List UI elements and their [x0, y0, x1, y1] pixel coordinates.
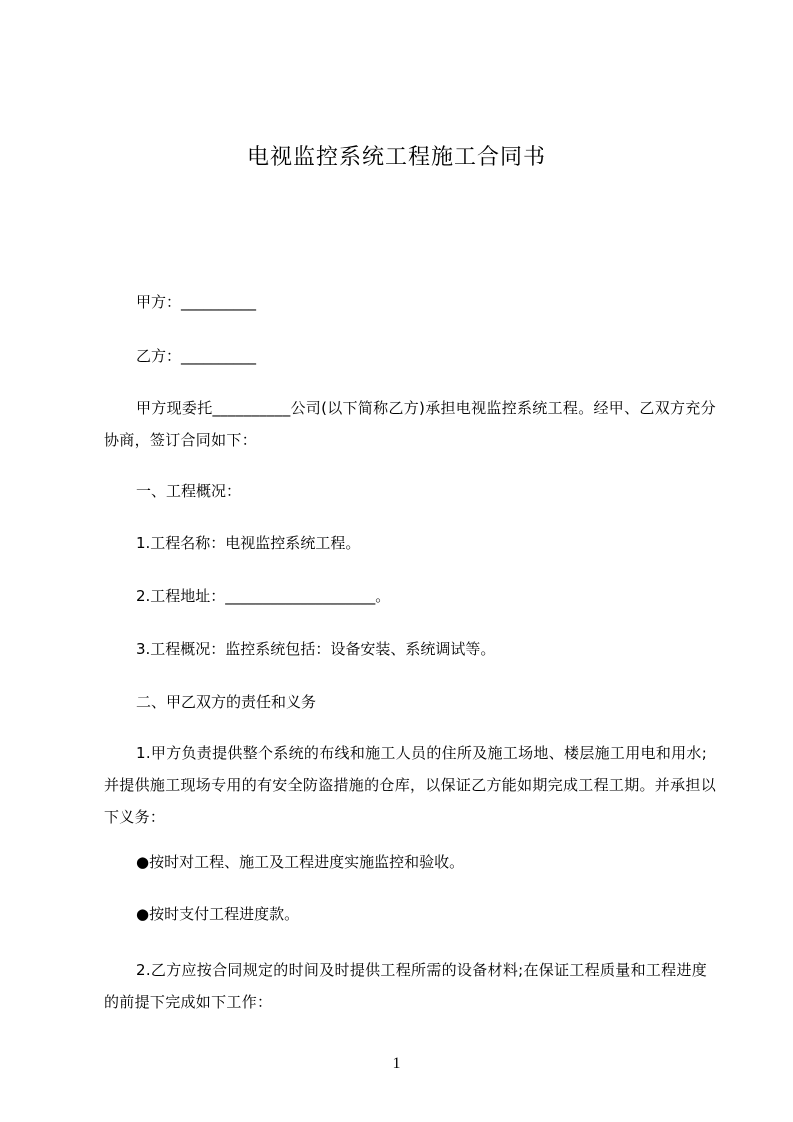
bullet-1: ●按时对工程、施工及工程进度实施监控和验收。	[136, 853, 465, 871]
page-number: 1	[392, 1055, 401, 1072]
item-3: 3.工程概况：监控系统包括：设备安装、系统调试等。	[136, 640, 496, 658]
item-2: 2.工程地址：____________________。	[136, 587, 391, 605]
party-b-line: 乙方：__________	[136, 347, 257, 365]
item-1: 1.工程名称：电视监控系统工程。	[136, 534, 361, 552]
clause-2-paragraph: 2.乙方应按合同规定的时间及时提供工程所需的设备材料;在保证工程质量和工程进度的前提下完成如下工作：	[104, 961, 708, 1011]
section-1-heading: 一、工程概况：	[136, 482, 242, 500]
party-a-line: 甲方：__________	[136, 293, 257, 311]
document-title: 电视监控系统工程施工合同书	[246, 145, 546, 170]
intro-paragraph: 甲方现委托__________公司(以下简称乙方)承担电视监控系统工程。经甲、乙双方充分协商，签订合同如下：	[104, 399, 716, 449]
bullet-2: ●按时支付工程进度款。	[136, 905, 300, 923]
section-2-heading: 二、甲乙双方的责任和义务	[136, 693, 317, 711]
clause-1-paragraph: 1.甲方负责提供整个系统的布线和施工人员的住所及施工场地、楼层施工用电和用水;并提供施工现场专用的有安全防盗措施的仓库，以保证乙方能如期完成工程工期。并承担以下义务：	[104, 744, 717, 826]
